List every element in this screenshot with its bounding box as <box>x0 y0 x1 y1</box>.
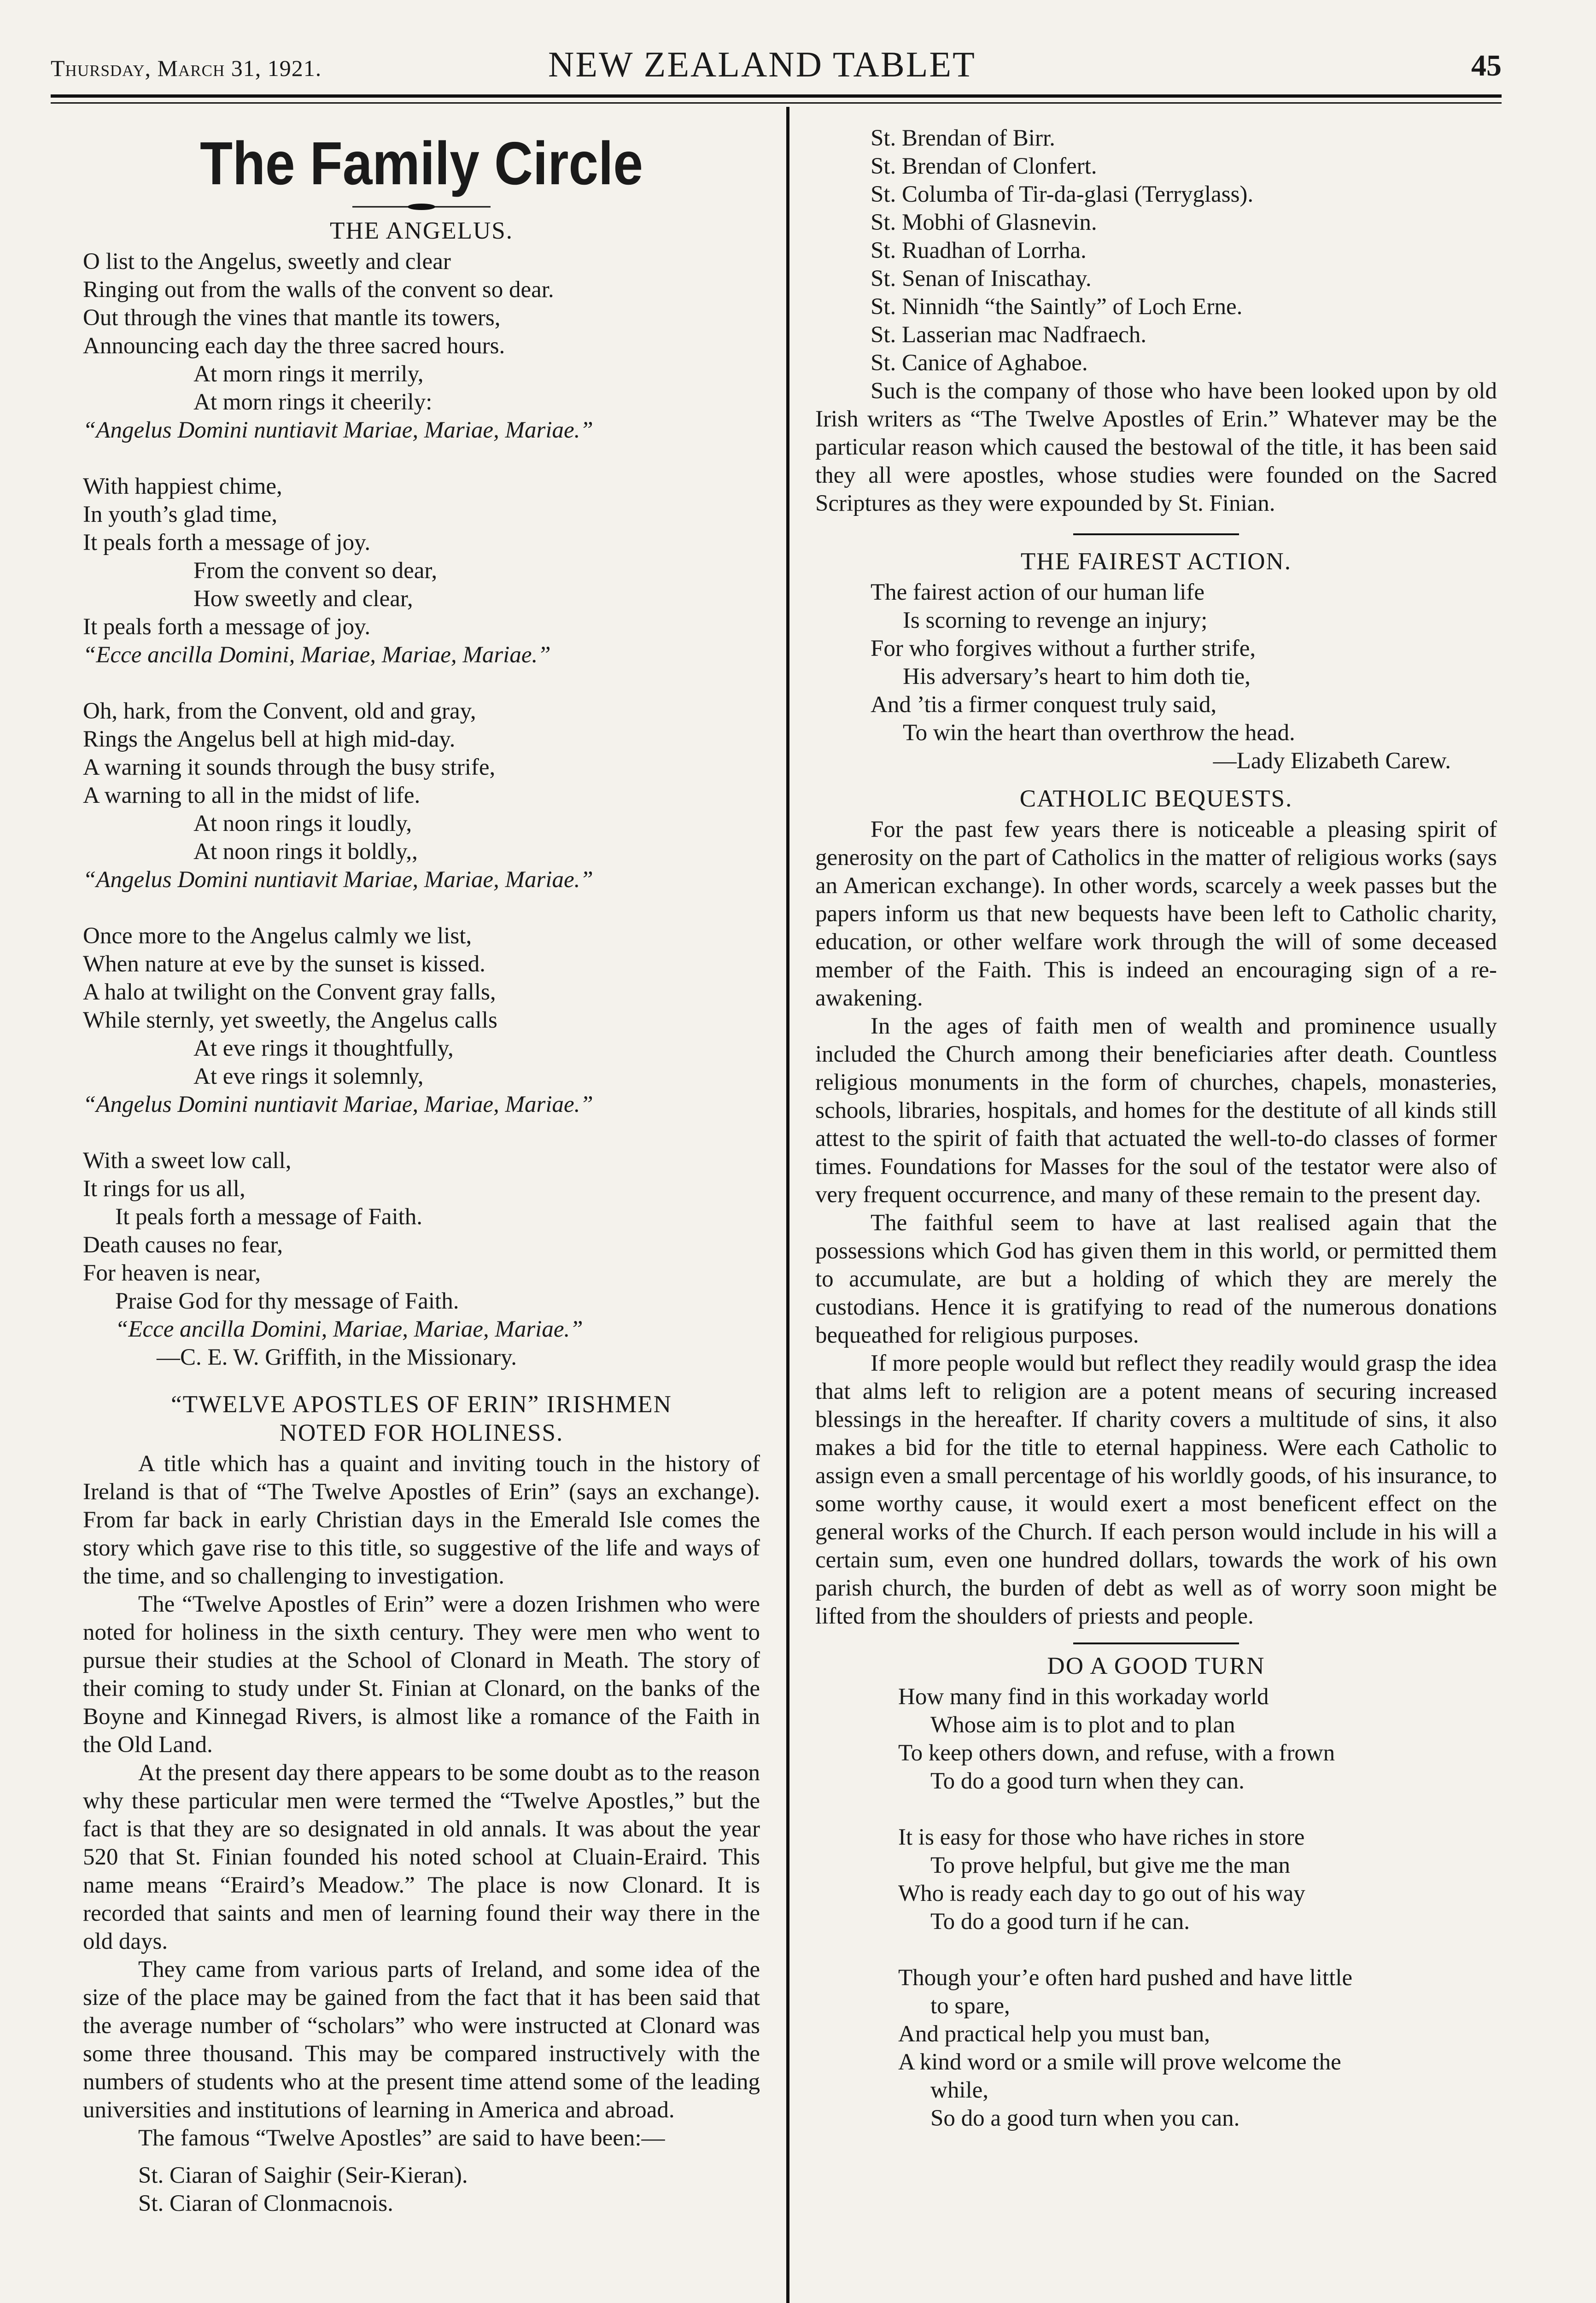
poem-line: At noon rings it loudly, <box>193 811 412 836</box>
issue-date: Thursday, March 31, 1921. <box>51 55 322 81</box>
publication-title: NEW ZEALAND TABLET <box>548 44 976 84</box>
poem-line: Announcing each day the three sacred hours. <box>83 333 505 359</box>
angelus-title: THE ANGELUS. <box>330 217 513 244</box>
article-paragraph: The “Twelve Apostles of Erin” were a dozen Irishmen who were noted for holiness in the sixth century. They were men who went to pursue their studies at the School of Clonard in Meath. The story of their coming to study under St. Finian at Clonard, on the banks of the Boyne and Kinnegad Rivers, is almost like a romance of the Faith in the Old Land. <box>83 1591 760 1758</box>
list-item: St. Lasserian mac Nadfraech. <box>871 322 1146 348</box>
poem-line: To prove helpful, but give me the man <box>930 1853 1291 1878</box>
article-paragraph: They came from various parts of Ireland, and some idea of the size of the place may be gained from the fact that it has been said that the average number of “scholars” who were instructed at Clonard was some three thousand. This may be compared instructively with the numbers of students who at the present time attend some of the leading universities and institutions of learning in America and abroad. <box>83 1957 760 2123</box>
list-item: St. Brendan of Birr. <box>871 125 1055 151</box>
fairest-poem <box>815 579 1497 747</box>
list-item: St. Brendan of Clonfert. <box>871 153 1097 179</box>
header-rule <box>51 94 1502 98</box>
poem-line: It peals forth a message of joy. <box>83 614 371 640</box>
page-number: 45 <box>1471 49 1502 82</box>
poem-stanza <box>898 1964 1497 2133</box>
poem-stanza <box>83 1147 760 1372</box>
left-column <box>83 111 760 2218</box>
poem-line: When nature at eve by the sunset is kissed. <box>83 951 485 977</box>
poem-line: A halo at twilight on the Convent gray falls, <box>83 979 496 1005</box>
poem-stanza <box>83 697 760 894</box>
poem-attribution: —C. E. W. Griffith, in the Missionary. <box>157 1344 517 1370</box>
list-item: St. Ninnidh “the Saintly” of Loch Erne. <box>871 294 1243 320</box>
bequests-title: CATHOLIC BEQUESTS. <box>1019 785 1293 812</box>
poem-refrain: “Ecce ancilla Domini, Mariae, Mariae, Mariae.” <box>115 1316 583 1342</box>
poem-refrain: “Ecce ancilla Domini, Mariae, Mariae, Mariae.” <box>83 642 551 668</box>
poem-line: Out through the vines that mantle its towers, <box>83 305 501 331</box>
poem-line: Though your’e often hard pushed and have little <box>898 1965 1353 1991</box>
poem-line: Praise God for thy message of Faith. <box>115 1288 459 1314</box>
list-item: St. Ruadhan of Lorrha. <box>871 238 1087 263</box>
poem-line: And ’tis a firmer conquest truly said, <box>871 692 1217 718</box>
article-paragraph: At the present day there appears to be some doubt as to the reason why these particular men were termed the “Twelve Apostles,” but the fact is that they are so designated in old annals. It was about the year 520 that St. Finian founded his noted school at Cluain-Eraird. This name means “Eraird’s Meadow.” The place is now Clonard. It is recorded that saints and men of learning found their way there in the old days. <box>83 1760 760 1954</box>
poem-line: At morn rings it cheerily: <box>193 389 433 415</box>
poem-refrain: “Angelus Domini nuntiavit Mariae, Mariae, Mariae.” <box>83 417 593 443</box>
poem-line: For who forgives without a further strife, <box>871 636 1256 661</box>
column-divider <box>786 107 789 2303</box>
fairest-title: THE FAIREST ACTION. <box>1020 548 1292 575</box>
poem-line: Ringing out from the walls of the convent so dear. <box>83 277 554 303</box>
poem-line: Rings the Angelus bell at high mid-day. <box>83 726 456 752</box>
list-item: St. Ciaran of Saighir (Seir-Kieran). <box>138 2163 468 2188</box>
poem-line: To do a good turn when they can. <box>930 1768 1245 1794</box>
poem-stanza <box>898 1683 1497 1795</box>
poem-line: From the convent so dear, <box>193 558 438 584</box>
article-paragraph: For the past few years there is noticeable a pleasing spirit of generosity on the part of Catholics in the matter of religious works (says an American exchange). In other words, scarcely a week passes but the papers inform us that new bequests have been left to Catholic charity, education, or other welfare work through the will of some deceased member of the Faith. This is indeed an encouraging sign of a re-awakening. <box>815 817 1497 1011</box>
poem-line: In youth’s glad time, <box>83 502 278 527</box>
good-turn-poem <box>815 1683 1497 2133</box>
poem-line: Is scorning to revenge an injury; <box>903 608 1208 633</box>
poem-stanza <box>898 1824 1497 1936</box>
right-column <box>815 111 1497 2133</box>
poem-line: Death causes no fear, <box>83 1232 283 1258</box>
list-item: St. Senan of Iniscathay. <box>871 266 1092 292</box>
poem-line: So do a good turn when you can. <box>930 2105 1240 2131</box>
poem-line: It rings for us all, <box>83 1176 246 1202</box>
poem-line: Who is ready each day to go out of his way <box>898 1881 1305 1906</box>
poem-refrain: “Angelus Domini nuntiavit Mariae, Mariae, Mariae.” <box>83 867 593 893</box>
poem-stanza <box>83 922 760 1119</box>
poem-line: While sternly, yet sweetly, the Angelus calls <box>83 1007 497 1033</box>
article-paragraph: If more people would but reflect they readily would grasp the idea that alms left to religion are a potent means of securing increased blessings in the hereafter. If charity covers a multitude of sins, it also makes a bid for the title to eternal happiness. Were each Catholic to assign even a small percentage of his worldly goods, of his insurance, to some worthy cause, it would exert a most beneficent effect on the general works of the Church. If each person would include in his will a certain sum, even one hundred dollars, towards the work of his own parish church, the burden of debt as well as of worry soon might be lifted from the shoulders of priests and people. <box>815 1350 1497 1629</box>
article-paragraph: The famous “Twelve Apostles” are said to have been:— <box>138 2125 665 2151</box>
apostles-title-line: NOTED FOR HOLINESS. <box>279 1420 564 1446</box>
poem-line: Once more to the Angelus calmly we list, <box>83 923 472 949</box>
section-divider <box>1073 1642 1239 1644</box>
article-paragraph: In the ages of faith men of wealth and prominence usually included the Church among their beneficiaries after death. Countless religious monuments in the form of churches, chapels, monasteries, schools, libraries, hospitals, and homes for the destitute of all kinds still attest to the spirit of faith that actuated the well-to-do classes of former times. Foundations for Masses for the soul of the testator were also of very frequent occurrence, and many of these remain to the present day. <box>815 1013 1497 1208</box>
article-paragraph: Such is the company of those who have been looked upon by old Irish writers as “The Twelve Apostles of Erin.” Whatever may be the particular reason which caused the bestowal of the title, it has been said they all were apostles, whose studies were founded on the Sacred Scriptures as they were expounded by St. Finian. <box>815 378 1497 516</box>
poem-line: With a sweet low call, <box>83 1148 292 1174</box>
poem-line: His adversary’s heart to him doth tie, <box>903 664 1251 690</box>
poem-line: A kind word or a smile will prove welcome the <box>898 2049 1341 2075</box>
poem-line: At eve rings it solemnly, <box>193 1064 424 1089</box>
poem-line: while, <box>930 2077 989 2103</box>
poem-line: It is easy for those who have riches in store <box>898 1824 1305 1850</box>
list-item: St. Columba of Tir-da-glasi (Terryglass). <box>871 181 1254 207</box>
poem-line: With happiest chime, <box>83 473 282 499</box>
poem-stanza <box>83 473 760 669</box>
poem-line: A warning it sounds through the busy strife, <box>83 754 496 780</box>
list-item: St. Ciaran of Clonmacnois. <box>138 2191 393 2216</box>
header-rule-thin <box>51 102 1502 104</box>
poem-line: To do a good turn if he can. <box>930 1909 1190 1935</box>
poem-line: To keep others down, and refuse, with a frown <box>898 1740 1335 1766</box>
poem-line: For heaven is near, <box>83 1260 261 1286</box>
poem-line: A warning to all in the midst of life. <box>83 783 421 808</box>
masthead <box>51 44 1502 94</box>
poem-line: At eve rings it thoughtfully, <box>193 1035 454 1061</box>
poem-line: O list to the Angelus, sweetly and clear <box>83 249 451 275</box>
poem-line: How sweetly and clear, <box>193 586 413 612</box>
poem-line: It peals forth a message of joy. <box>83 530 371 555</box>
poem-line: It peals forth a message of Faith. <box>115 1204 423 1230</box>
poem-line: Oh, hark, from the Convent, old and gray, <box>83 698 476 724</box>
apostles-title-line: “TWELVE APOSTLES OF ERIN” IRISHMEN <box>171 1391 672 1418</box>
section-divider <box>1073 533 1239 535</box>
poem-line: The fairest action of our human life <box>871 579 1205 605</box>
poem-attribution: —Lady Elizabeth Carew. <box>1213 748 1451 774</box>
angelus-poem <box>83 248 760 1372</box>
apostles-title <box>83 1390 760 1447</box>
poem-line: To win the heart than overthrow the head. <box>903 720 1295 746</box>
good-turn-title: DO A GOOD TURN <box>1047 1653 1265 1679</box>
poem-line: At noon rings it boldly,, <box>193 839 418 865</box>
poem-line: to spare, <box>930 1993 1010 2019</box>
poem-line: And practical help you must ban, <box>898 2021 1210 2047</box>
ornament-rule-icon <box>352 203 491 211</box>
list-item: St. Canice of Aghaboe. <box>871 350 1088 376</box>
poem-stanza <box>83 248 760 444</box>
article-paragraph: A title which has a quaint and inviting touch in the history of Ireland is that of “The Twelve Apostles of Erin” (says an exchange). From far back in early Christian days in the Emerald Isle comes the story which gave rise to this title, so suggestive of the life and ways of the time, and so challenging to investigation. <box>83 1451 760 1589</box>
article-paragraph: The faithful seem to have at last realised again that the possessions which God has given them in this world, or permitted them to accumulate, are but a holding of which they are merely the custodians. Hence it is gratifying to read of the numerous donations bequeathed for religious purposes. <box>815 1210 1497 1348</box>
poem-refrain: “Angelus Domini nuntiavit Mariae, Mariae, Mariae.” <box>83 1092 593 1117</box>
poem-line: Whose aim is to plot and to plan <box>930 1712 1235 1738</box>
list-item: St. Mobhi of Glasnevin. <box>871 210 1097 235</box>
saints-list <box>83 2162 760 2218</box>
section-title: The Family Circle <box>200 129 643 197</box>
poem-line: At morn rings it merrily, <box>193 361 424 387</box>
poem-line: How many find in this workaday world <box>898 1684 1269 1710</box>
saints-list-continued <box>815 124 1497 377</box>
